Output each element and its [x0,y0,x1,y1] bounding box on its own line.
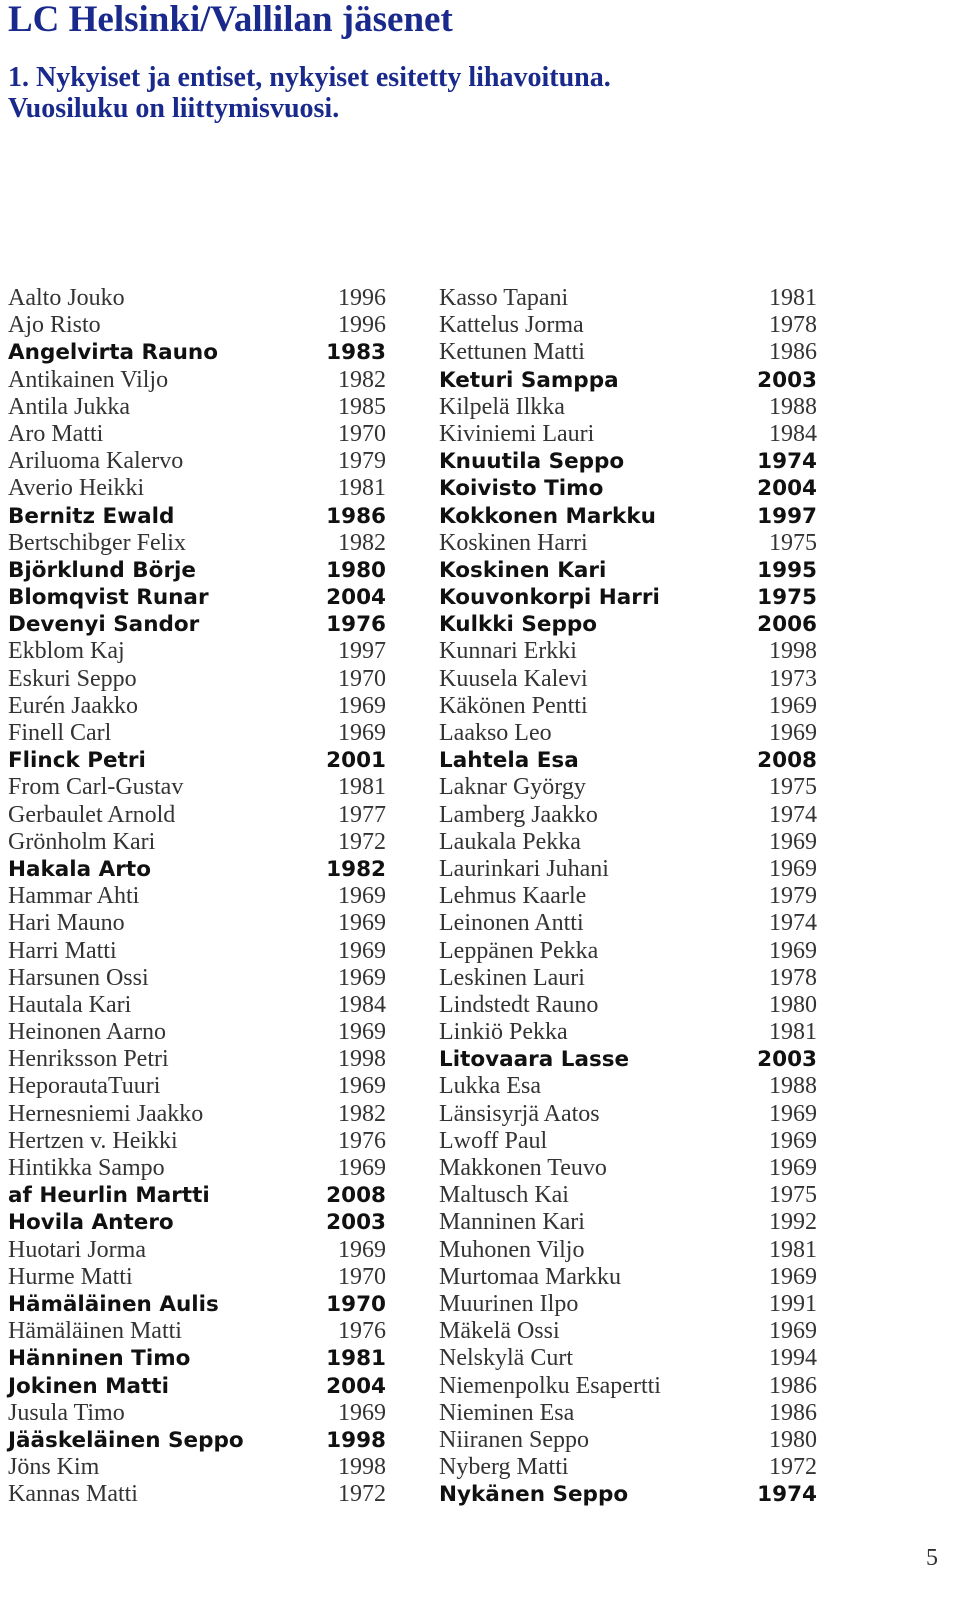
member-name: Finell Carl [8,720,112,746]
member-row [8,720,386,747]
member-row [8,802,386,829]
member-row [8,1073,386,1100]
member-year: 1977 [338,801,386,828]
member-name: Muhonen Viljo [439,1236,585,1263]
member-name: Jokinen Matti [8,1373,169,1399]
member-name: Grönholm Kari [8,828,156,855]
member-year: 1972 [338,828,386,855]
member-row [439,720,817,747]
member-name: Hovila Antero [8,1210,174,1236]
member-row [439,883,817,910]
member-year: 1975 [757,585,817,611]
member-name: Laknar György [439,774,586,801]
member-year: 1969 [338,692,386,719]
member-year: 1970 [338,1263,386,1290]
member-year: 1982 [338,529,386,556]
member-name: Heinonen Aarno [8,1019,166,1046]
member-row [8,910,386,937]
member-row [8,1182,386,1209]
member-year: 2008 [326,1183,386,1209]
member-name: Nelskylä Curt [439,1345,573,1372]
member-name: Kasso Tapani [439,285,569,311]
member-year: 1981 [338,774,386,801]
member-row [8,1427,386,1454]
member-row [439,774,817,801]
member-year: 1994 [769,1345,817,1372]
member-name: Kuusela Kalevi [439,665,588,692]
member-name: From Carl-Gustav [8,774,184,801]
member-year: 1975 [769,529,817,556]
member-list-left [8,285,386,1508]
member-row [8,584,386,611]
member-year: 1975 [769,1182,817,1209]
subtitle-line-1: 1. Nykyiset ja entiset, nykyiset esitetty lihavoituna. [8,62,611,93]
member-name: Hertzen v. Heikki [8,1127,178,1154]
member-name: Nyberg Matti [439,1454,569,1481]
member-year: 1996 [338,312,386,339]
member-row [8,1291,386,1318]
member-name: Hämäläinen Aulis [8,1291,219,1317]
member-name: Käkönen Pentti [439,692,588,719]
member-row [8,1345,386,1372]
member-year: 1981 [326,1346,386,1372]
member-year: 1974 [769,910,817,937]
member-row [439,1454,817,1481]
member-row [8,339,386,366]
member-year: 1969 [769,937,817,964]
member-year: 1969 [769,1127,817,1154]
member-year: 1969 [338,1399,386,1426]
member-year: 1970 [338,665,386,692]
member-name: Kettunen Matti [439,339,585,366]
member-row [8,367,386,394]
member-row [8,312,386,339]
member-name: Hänninen Timo [8,1346,191,1372]
member-year: 1992 [769,1209,817,1236]
member-name: Jääskeläinen Seppo [8,1427,244,1453]
member-row [439,638,817,665]
member-name: Jöns Kim [8,1454,100,1481]
member-row [439,802,817,829]
member-name: Hurme Matti [8,1263,133,1290]
member-year: 1981 [338,475,386,502]
member-year: 1974 [757,449,817,475]
member-name: Lamberg Jaakko [439,801,598,828]
member-row [8,475,386,502]
member-row [8,1237,386,1264]
member-name: Hari Mauno [8,910,125,937]
member-name: Koivisto Timo [439,476,604,502]
member-year: 1995 [757,557,817,583]
member-row [439,312,817,339]
member-name: Kannas Matti [8,1481,138,1508]
member-row [439,1400,817,1427]
member-name: Flinck Petri [8,748,146,774]
member-row [439,285,817,312]
member-name: Kiviniemi Lauri [439,420,595,447]
member-year: 1974 [757,1482,817,1508]
member-name: Antila Jukka [8,393,130,420]
member-row [439,747,817,774]
member-name: Kokkonen Markku [439,503,656,529]
member-name: Leppänen Pekka [439,937,599,964]
member-year: 1991 [769,1290,817,1317]
member-year: 2004 [326,1373,386,1399]
member-year: 1997 [757,503,817,529]
member-year: 1969 [338,964,386,991]
member-year: 1969 [769,1263,817,1290]
member-name: Koskinen Harri [439,529,588,556]
member-row [439,421,817,448]
member-row [439,1019,817,1046]
member-year: 1984 [338,991,386,1018]
member-year: 2006 [757,612,817,638]
member-name: Aalto Jouko [8,285,125,311]
member-year: 1986 [769,1399,817,1426]
member-row [439,1182,817,1209]
member-row [439,394,817,421]
member-row [8,557,386,584]
member-year: 2003 [757,367,817,393]
member-year: 1976 [338,1318,386,1345]
member-row [439,1046,817,1073]
member-year: 1970 [326,1291,386,1317]
member-row [8,503,386,530]
member-year: 1969 [338,720,386,746]
member-year: 1981 [769,1019,817,1046]
member-row [439,1318,817,1345]
member-name: Leskinen Lauri [439,964,585,991]
member-row [439,1209,817,1236]
member-name: Mäkelä Ossi [439,1318,560,1345]
member-name: Linkiö Pekka [439,1019,568,1046]
page-title: LC Helsinki/Vallilan jäsenet [8,0,453,40]
member-year: 1969 [769,1155,817,1181]
member-year: 2004 [757,476,817,502]
member-year: 1976 [338,1127,386,1154]
member-row [8,1373,386,1400]
member-list-right [439,285,817,1508]
member-name: Lahtela Esa [439,748,579,774]
member-row [439,1128,817,1155]
member-row [439,530,817,557]
member-row [439,1073,817,1100]
member-year: 1972 [769,1454,817,1481]
member-name: Hintikka Sampo [8,1155,165,1181]
member-name: Lukka Esa [439,1073,541,1100]
member-name: Ariluoma Kalervo [8,448,184,475]
member-row [8,1209,386,1236]
member-year: 1981 [769,1236,817,1263]
member-row [439,938,817,965]
member-name: Nieminen Esa [439,1399,575,1426]
member-row [439,856,817,883]
member-year: 1969 [338,910,386,937]
member-year: 1998 [326,1427,386,1453]
member-name: Niemenpolku Esapertti [439,1372,661,1399]
member-row [439,503,817,530]
member-row [8,638,386,665]
member-year: 1978 [769,312,817,339]
member-row [8,938,386,965]
member-row [439,1101,817,1128]
member-row [439,584,817,611]
member-row [439,1237,817,1264]
member-name: Harsunen Ossi [8,964,149,991]
member-name: Eskuri Seppo [8,665,137,692]
member-name: Hammar Ahti [8,883,140,910]
member-row [8,394,386,421]
member-name: Hautala Kari [8,991,132,1018]
member-year: 1970 [338,420,386,447]
member-year: 1986 [769,339,817,366]
member-year: 1985 [338,393,386,420]
member-year: 1979 [769,883,817,910]
member-name: Kattelus Jorma [439,312,584,339]
member-name: Länsisyrjä Aatos [439,1100,600,1127]
member-year: 1996 [338,285,386,311]
member-name: Muurinen Ilpo [439,1290,579,1317]
page-number: 5 [926,1545,938,1571]
member-name: Devenyi Sandor [8,612,200,638]
member-row [439,910,817,937]
member-row [8,530,386,557]
subtitle-line-2: Vuosiluku on liittymisvuosi. [8,93,340,124]
member-year: 1969 [338,937,386,964]
member-year: 1986 [326,503,386,529]
member-row [8,829,386,856]
member-year: 1980 [769,1426,817,1453]
member-year: 1972 [338,1481,386,1508]
member-row [439,965,817,992]
member-year: 1969 [338,1019,386,1046]
member-year: 1976 [326,612,386,638]
member-year: 2008 [757,748,817,774]
member-name: Jusula Timo [8,1399,125,1426]
member-year: 1978 [769,964,817,991]
member-year: 1969 [769,828,817,855]
member-name: Laukala Pekka [439,828,581,855]
member-row [8,611,386,638]
member-name: Hämäläinen Matti [8,1318,182,1345]
member-name: HeporautaTuuri [8,1073,161,1100]
member-name: Björklund Börje [8,557,196,583]
member-row [439,448,817,475]
member-name: Laakso Leo [439,720,552,746]
member-row [8,774,386,801]
member-year: 1982 [326,856,386,882]
member-name: Murtomaa Markku [439,1263,621,1290]
member-row [8,1019,386,1046]
member-name: Keturi Samppa [439,367,619,393]
member-name: Kulkki Seppo [439,612,598,638]
member-name: Gerbaulet Arnold [8,801,176,828]
member-year: 1980 [769,991,817,1018]
member-name: Ajo Risto [8,312,101,339]
member-year: 1969 [769,692,817,719]
member-row [8,1454,386,1481]
member-name: Bernitz Ewald [8,503,175,529]
member-year: 1982 [338,1100,386,1127]
member-row [8,666,386,693]
member-row [8,1101,386,1128]
member-name: Aro Matti [8,420,104,447]
member-year: 2003 [757,1047,817,1073]
member-year: 1969 [769,855,817,882]
member-name: Antikainen Viljo [8,366,169,393]
member-name: Lwoff Paul [439,1127,548,1154]
member-row [439,1345,817,1372]
member-name: Hakala Arto [8,856,151,882]
member-name: Knuutila Seppo [439,449,625,475]
member-name: Angelvirta Rauno [8,340,218,366]
member-name: Kouvonkorpi Harri [439,585,660,611]
member-year: 1969 [769,1100,817,1127]
member-row [439,829,817,856]
member-year: 1979 [338,448,386,475]
member-name: Hernesniemi Jaakko [8,1100,204,1127]
member-name: Harri Matti [8,937,117,964]
member-row [439,666,817,693]
member-row [8,1046,386,1073]
member-year: 1969 [338,1236,386,1263]
member-name: Ekblom Kaj [8,638,125,665]
member-row [8,1264,386,1291]
member-row [8,992,386,1019]
member-row [439,1481,817,1508]
page-subtitle [8,62,611,124]
member-row [439,1264,817,1291]
member-year: 1969 [769,1318,817,1345]
member-year: 1969 [338,1073,386,1100]
member-row [8,1481,386,1508]
member-row [439,1373,817,1400]
member-row [8,883,386,910]
member-name: Bertschibger Felix [8,529,186,556]
member-row [8,1128,386,1155]
member-name: Averio Heikki [8,475,145,502]
member-name: Litovaara Lasse [439,1047,630,1073]
member-row [439,611,817,638]
member-row [8,747,386,774]
member-row [8,285,386,312]
member-name: Lehmus Kaarle [439,883,587,910]
member-row [439,367,817,394]
member-name: Maltusch Kai [439,1182,569,1209]
member-name: Huotari Jorma [8,1236,146,1263]
member-name: Kilpelä Ilkka [439,393,565,420]
member-year: 1969 [769,720,817,746]
member-name: Henriksson Petri [8,1046,169,1073]
member-row [439,1291,817,1318]
member-name: Blomqvist Runar [8,585,209,611]
member-year: 1982 [338,366,386,393]
member-row [8,693,386,720]
member-name: Nykänen Seppo [439,1482,629,1508]
member-year: 1981 [769,285,817,311]
member-year: 1975 [769,774,817,801]
member-name: Laurinkari Juhani [439,855,609,882]
member-row [439,1155,817,1182]
member-year: 1983 [326,340,386,366]
member-year: 1988 [769,393,817,420]
member-year: 1988 [769,1073,817,1100]
member-year: 2003 [326,1210,386,1236]
member-row [8,856,386,883]
member-name: Makkonen Teuvo [439,1155,607,1181]
member-row [439,992,817,1019]
member-name: Manninen Kari [439,1209,585,1236]
member-year: 1969 [338,1155,386,1181]
member-row [439,557,817,584]
member-year: 1984 [769,420,817,447]
member-name: af Heurlin Martti [8,1183,210,1209]
member-row [8,965,386,992]
member-name: Kunnari Erkki [439,638,577,665]
member-name: Eurén Jaakko [8,692,138,719]
member-year: 1998 [338,1454,386,1481]
member-name: Niiranen Seppo [439,1426,589,1453]
member-year: 1997 [338,638,386,665]
member-row [8,421,386,448]
member-year: 1986 [769,1372,817,1399]
member-name: Koskinen Kari [439,557,607,583]
member-year: 1980 [326,557,386,583]
member-row [439,1427,817,1454]
member-year: 1998 [338,1046,386,1073]
member-name: Lindstedt Rauno [439,991,599,1018]
member-row [439,339,817,366]
member-year: 1974 [769,801,817,828]
member-row [439,693,817,720]
member-year: 1998 [769,638,817,665]
member-row [8,1318,386,1345]
member-year: 1973 [769,665,817,692]
member-row [439,475,817,502]
member-row [8,448,386,475]
member-row [8,1400,386,1427]
member-year: 2004 [326,585,386,611]
member-name: Leinonen Antti [439,910,584,937]
member-row [8,1155,386,1182]
member-year: 1969 [338,883,386,910]
member-year: 2001 [326,748,386,774]
